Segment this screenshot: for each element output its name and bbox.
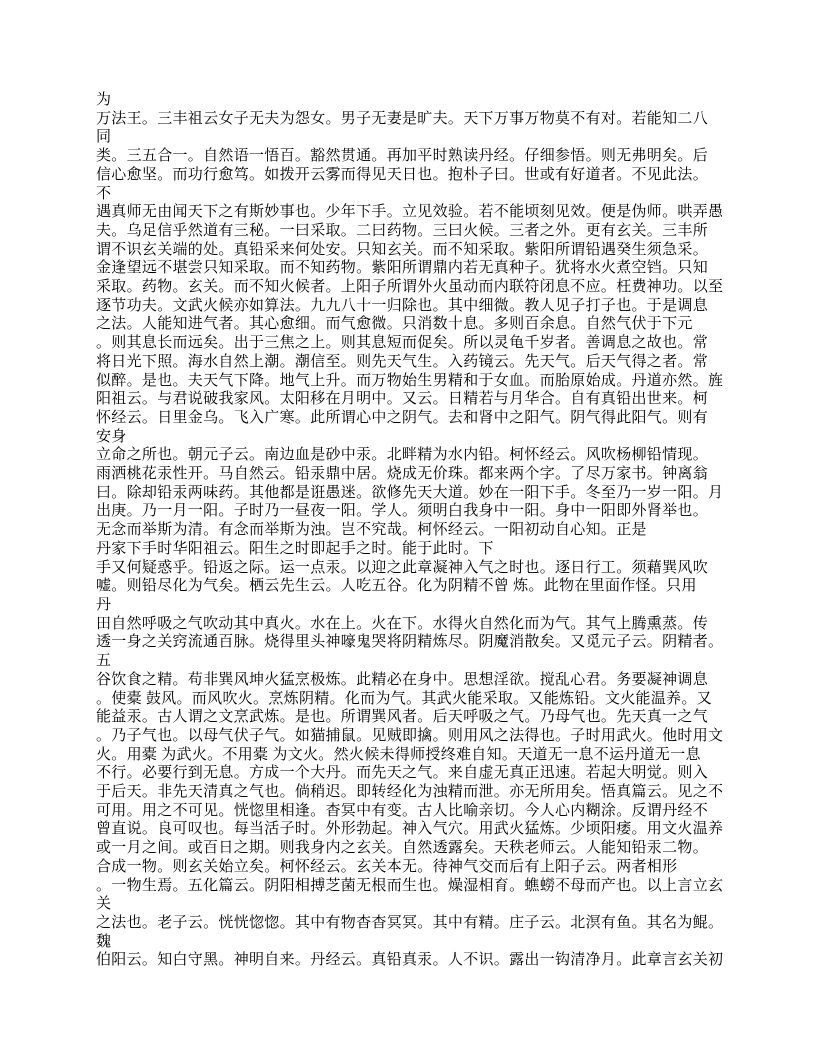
text-line: 不 xyxy=(96,185,112,202)
text-line: 合成一物。则玄关始立矣。柯怀经云。玄关本无。待神气交而后有上阳子云。两者相形 xyxy=(96,858,678,875)
text-line: 采取。药物。玄关。而不知火候者。上阳子所谓外火虽动而内联符闭息不应。枉费神功。以至 xyxy=(96,279,724,296)
text-line: 。使橐 鼓风。而风吹火。烹炼阴精。化而为气。其武火能采取。又能炼铅。文火能温养。又 xyxy=(96,690,713,707)
text-line: 怀经云。日里金乌。飞入广寒。此所谓心中之阴气。去和肾中之阳气。阴气得此阳气。则有 xyxy=(96,409,709,426)
text-line: 于后天。非先天清真之气也。倘稍迟。即转经化为浊精而泄。亦无所用矣。悟真篇云。见之不 xyxy=(96,784,724,801)
text-line: 或一月之间。或百日之期。则我身内之玄关。自然透露矣。天秩老师云。人能知铅汞二物。 xyxy=(96,840,709,857)
text-line: 丹家下手时华阳祖云。阳生之时即起手之时。能于此时。下 xyxy=(96,540,494,557)
text-line: 金逢望远不堪尝只知采取。而不知药物。紫阳所谓鼎内若无真种子。犹将水火煮空铛。只知 xyxy=(96,260,709,277)
text-line: 同 xyxy=(96,129,112,146)
text-line: 之法。人能知进气者。其心愈细。而气愈微。只消数十息。多则百余息。自然气伏于下元 xyxy=(96,316,693,333)
text-line: 不行。必要行到无息。方成一个大丹。而先天之气。来自虚无真正迅速。若起大明觉。则入 xyxy=(96,765,709,782)
text-line: 夫。乌足信乎然道有三秘。一曰采取。二曰药物。三曰火候。三者之外。更有玄关。三丰所 xyxy=(96,222,709,239)
text-line: 可用。用之不可见。恍惚里相逢。杳冥中有变。古人比喻亲切。今人心内糊涂。反谓丹经不 xyxy=(96,802,709,819)
text-line: 火。用橐 为武火。不用橐 为文火。然火候未得师授终难自知。天道无一息不运丹道无一息 xyxy=(96,746,701,763)
text-line: 立命之所也。朝元子云。南边血是砂中汞。北畔精为水内铅。柯怀经云。风吹杨柳铅情现。 xyxy=(96,447,709,464)
text-line: 曰。除却铅汞两味药。其他都是诳愚迷。欲修先天大道。妙在一阳下手。冬至乃一岁一阳。月 xyxy=(96,484,724,501)
text-line: 嘘。则铅尽化为气矣。栖云先生云。人吃五谷。化为阴精不曾 炼。此物在里面作怪。只用 xyxy=(96,578,697,595)
text-line: 信心愈坚。而功行愈笃。如拨开云雾而得见天日也。抱朴子曰。世或有好道者。不见此法。 xyxy=(96,166,709,183)
text-body xyxy=(96,91,726,970)
text-line: 将日光下照。海水自然上潮。潮信至。则先天气生。入药镜云。先天气。后天气得之者。常 xyxy=(96,353,709,370)
text-line: 遇真师无由闻天下之有斯妙事也。少年下手。立见效验。若不能顷刻见效。便是伪师。哄弄愚 xyxy=(96,204,724,221)
text-line: 安身 xyxy=(96,428,127,445)
text-line: 无念而举斯为清。有念而举斯为浊。岂不究哉。柯怀经云。一阳初动自心知。正是 xyxy=(96,522,647,539)
text-line: 。一物生焉。五化篇云。阴阳相搏芝菌无根而生也。燥湿相育。蟭蟧不母而产也。以上言立玄 xyxy=(96,877,724,894)
text-line: 为 xyxy=(96,92,112,108)
text-line: 透一身之关窍流通百脉。烧得里头神嚎鬼哭将阴精炼尽。阴魔消散矣。又觅元子云。阴精者。 xyxy=(96,634,724,651)
text-line: 阳祖云。与君说破我家风。太阳移在月明中。又云。日精若与月华合。自有真铅出世来。柯 xyxy=(96,391,709,408)
text-line: 谷饮食之精。苟非巽风坤火猛烹极炼。此精必在身中。思想淫欲。搅乱心君。务要凝神调息 xyxy=(96,671,709,688)
text-line: 关 xyxy=(96,896,112,913)
text-line: 似醉。是也。夫天气下降。地气上升。而万物始生男精和于女血。而胎原始成。丹道亦然。旌 xyxy=(96,372,724,389)
text-line: 曾直说。良可叹也。每当活子时。外形勃起。神入气穴。用武火猛炼。少顷阳痿。用文火温养 xyxy=(96,821,724,838)
text-line: 。乃子气也。以母气伏子气。如猫捕鼠。见贼即擒。则用风之法得也。子时用武火。他时用文 xyxy=(96,727,724,744)
text-line: 丹 xyxy=(96,596,112,613)
text-line: 类。三五合一。自然语一悟百。豁然贯通。再加平时熟读丹经。仔细参悟。则无弗明矣。后 xyxy=(96,148,709,165)
text-line: 伯阳云。知白守黑。神明自来。丹经云。真铅真汞。人不识。露出一钩清净月。此章言玄关初 xyxy=(96,952,724,969)
text-line: 手又何疑惑乎。铅返之际。运一点汞。以迎之此章凝神入气之时也。逐日行工。须藉巽风吹 xyxy=(96,559,709,576)
text-line: 田自然呼吸之气吹动其中真火。水在上。火在下。水得火自然化而为气。其气上腾熏蒸。传 xyxy=(96,615,709,632)
text-line: 魏 xyxy=(96,933,112,950)
text-line: 万法王。三丰祖云女子无夫为怨女。男子无妻是旷夫。天下万事万物莫不有对。若能知二八 xyxy=(96,110,709,127)
text-line: 能益汞。古人谓之文烹武炼。是也。所谓巽风者。后天呼吸之气。乃母气也。先天真一之气 xyxy=(96,709,709,726)
text-line: 。则其息长而远矣。出于三焦之上。则其息短而促矣。所以灵龟千岁者。善调息之故也。常 xyxy=(96,335,709,352)
text-line: 逐节功夫。文武火候亦如算法。九九八十一归除也。其中细微。教人见子打子也。于是调息 xyxy=(96,297,709,314)
text-line: 出庚。乃一月一阳。子时乃一昼夜一阳。学人。须明白我身中一阳。身中一阳即外肾举也。 xyxy=(96,503,709,520)
text-line: 谓不识玄关端的处。真铅采来何处安。只知玄关。而不知采取。紫阳所谓铅遇癸生须急采。 xyxy=(96,241,709,258)
text-line: 雨洒桃花汞性开。马自然云。铅汞鼎中居。烧成无价珠。都来两个字。了尽万家书。钟离翁 xyxy=(96,466,709,483)
text-line: 之法也。老子云。恍恍惚惚。其中有物杳杳冥冥。其中有精。庄子云。北溟有鱼。其名为鲲。 xyxy=(96,914,724,931)
text-line: 五 xyxy=(96,653,112,670)
